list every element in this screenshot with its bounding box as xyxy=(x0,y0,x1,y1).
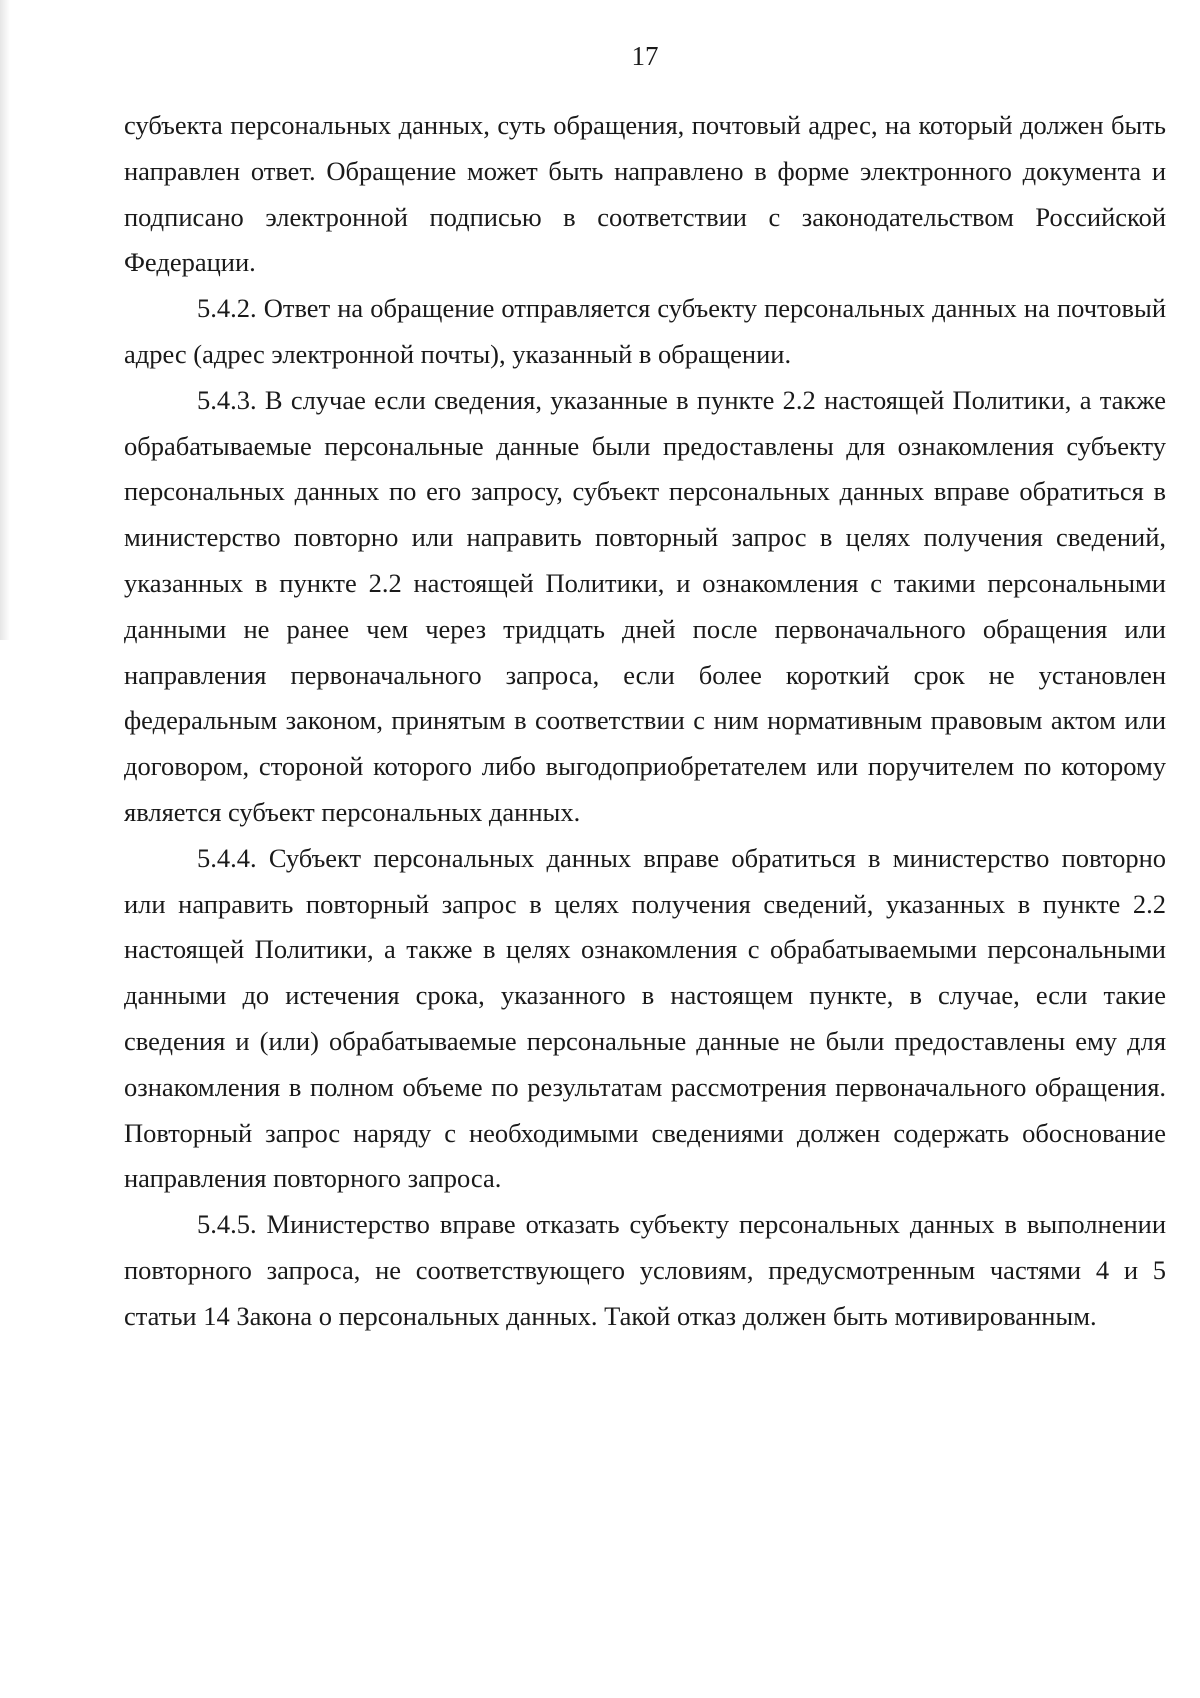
text-line: должен быть направлен ответ. Обращение может быть направлено в форме xyxy=(124,110,1166,186)
text-line: тридцать дней после первоначального обращения или направления первоначального xyxy=(124,613,1166,690)
text-line: на почтовый адрес (адрес электронной почты), указанный в обращении. xyxy=(124,293,1167,369)
text-line: запроса, если более короткий срок не установлен федеральным законом, принятым xyxy=(124,659,1167,736)
paragraph-5-4-5 xyxy=(124,1202,1166,1339)
text-line: 5.4.2. Ответ на обращение отправляется субъекту персональных данных xyxy=(197,293,1017,324)
page-number: 17 xyxy=(631,41,659,71)
text-line: повторный запрос в целях получения сведений, указанных в пункте 2.2 настоящей xyxy=(124,522,1167,598)
text-line: не были предоставлены ему для ознакомления в полном объеме по результатам xyxy=(124,1025,1167,1102)
text-line: 5.4.4. Субъект персональных данных вправе обратиться в министерство xyxy=(197,842,1050,873)
text-line: в выполнении повторного запроса, не соответствующего условиям, xyxy=(124,1209,1167,1285)
text-line: отказ должен быть мотивированным. xyxy=(676,1300,1097,1331)
scan-edge-shadow xyxy=(0,0,10,640)
text-line: для ознакомления субъекту персональных данных по его запросу, субъект xyxy=(124,430,1167,507)
text-line: 5.4.3. В случае если сведения, указанные в пункте 2.2 настоящей Политики, xyxy=(197,384,1072,415)
text-line: субъекта персональных данных, суть обращения, почтовый адрес, на который xyxy=(124,110,1013,140)
paragraph-5-4-4 xyxy=(124,836,1166,1202)
paragraph-5-4-3 xyxy=(124,378,1166,836)
paragraph-5-4-2 xyxy=(124,286,1166,378)
text-line: рассмотрения первоначального обращения. Повторный запрос наряду xyxy=(124,1071,1167,1148)
text-line: предусмотренным частями 4 и 5 статьи 14 Закона о персональных данных. Такой xyxy=(124,1254,1167,1331)
text-line: а также обрабатываемые персональные данные были предоставлены xyxy=(124,384,1166,461)
text-line: субъект персональных данных. xyxy=(228,796,581,827)
text-line: в пункте 2.2 настоящей Политики, а также в целях ознакомления с обрабатываемыми xyxy=(124,888,1166,965)
text-line: в соответствии с ним нормативным правовым актом или договором, стороной xyxy=(124,705,1167,782)
text-line: 5.4.5. Министерство вправе отказать субъекту персональных данных xyxy=(197,1209,995,1240)
text-line: персональными данными до истечения срока, указанного в настоящем пункте, xyxy=(124,934,1166,1011)
text-line: повторного запроса. xyxy=(273,1163,502,1194)
paragraph-continuation xyxy=(124,103,1166,286)
text-line: Политики, и ознакомления с такими персональными данными не ранее чем через xyxy=(124,567,1166,644)
text-line: в случае, если такие сведения и (или) обрабатываемые персональные данные xyxy=(124,980,1167,1056)
document-body xyxy=(124,103,1166,1340)
text-line: с законодательством Российской Федерации. xyxy=(124,201,1167,278)
text-line: персональных данных вправе обратиться в министерство повторно или направить xyxy=(124,476,1166,553)
text-line: повторно или направить повторный запрос в целях получения сведений, указанных xyxy=(124,842,1167,919)
text-line: которого либо выгодоприобретателем или поручителем по которому является xyxy=(124,751,1167,827)
text-line: электронного документа и подписано электронной подписью в соответствии xyxy=(124,155,1167,232)
text-line: с необходимыми сведениями должен содержать обоснование направления xyxy=(124,1117,1167,1194)
